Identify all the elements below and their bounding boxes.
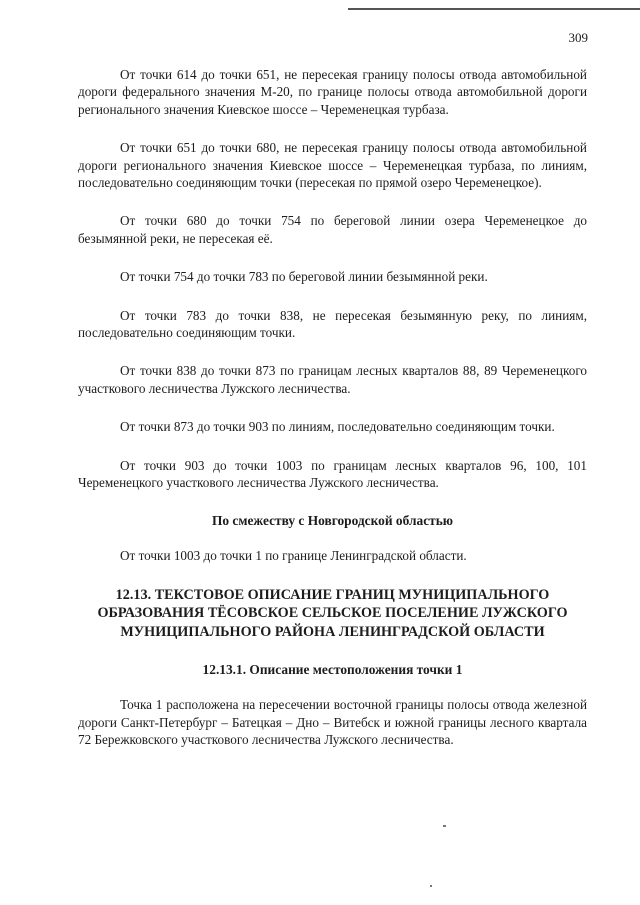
- scan-speck: [443, 825, 446, 827]
- paragraph-873-903: От точки 873 до точки 903 по линиям, последовательно соединяющим точки.: [120, 419, 555, 435]
- section-heading-line: МУНИЦИПАЛЬНОГО РАЙОНА ЛЕНИНГРАДСКОЙ ОБЛАСТИ: [120, 623, 545, 640]
- scan-top-rule: [348, 8, 640, 10]
- section-heading-12-13: [78, 586, 587, 642]
- paragraph-614-651: От точки 614 до точки 651, не пересекая границу полосы отвода автомобильной дороги федерального значения М-20, по границе полосы отвода автомобильной дороги регионального значения Киевское шоссе – Череменецкая турбаза.: [78, 67, 587, 117]
- paragraph-651-680: От точки 651 до точки 680, не пересекая границу полосы отвода автомобильной дороги регионального значения Киевское шоссе – Череменецкая турбаза, по линиям, последовательно соединяющим точки (пересекая по прямой озеро Череменецкое).: [78, 140, 587, 191]
- document-body: [78, 66, 587, 749]
- paragraph-838-873: От точки 838 до точки 873 по границам лесных кварталов 88, 89 Череменецкого участкового лесничества Лужского лесничества.: [78, 363, 587, 396]
- paragraph-783-838: От точки 783 до точки 838, не пересекая безымянную реку, по линиям, последовательно соединяющим точки.: [78, 307, 587, 341]
- paragraph-680-754: От точки 680 до точки 754 по береговой линии озера Череменецкое до безымянной реки, не пересекая её.: [78, 213, 587, 246]
- paragraph-1003-1: От точки 1003 до точки 1 по границе Ленинградской области.: [120, 547, 467, 563]
- novgorod-border-heading: По смежеству с Новгородской областью: [211, 512, 454, 528]
- paragraph-point-1: Точка 1 расположена на пересечении восточной границы полосы отвода железной дороги Санкт-Петербург – Батецкая – Дно – Витебск и южной границы лесного квартала 72 Бережковского участкового лесничества Лужского лесничества.: [78, 697, 587, 748]
- page-number: 309: [568, 30, 588, 45]
- paragraph-903-1003: От точки 903 до точки 1003 по границам лесных кварталов 96, 100, 101 Череменецкого участкового лесничества Лужского лесничества.: [78, 457, 587, 491]
- section-heading-line: ОБРАЗОВАНИЯ ТЁСОВСКОЕ СЕЛЬСКОЕ ПОСЕЛЕНИЕ ЛУЖСКОГО: [97, 605, 568, 622]
- subsection-heading-12-13-1: 12.13.1. Описание местоположения точки 1: [202, 662, 463, 678]
- section-heading-line: 12.13. ТЕКСТОВОЕ ОПИСАНИЕ ГРАНИЦ МУНИЦИПАЛЬНОГО: [115, 586, 550, 603]
- scan-speck: [430, 885, 432, 887]
- paragraph-754-783: От точки 754 до точки 783 по береговой линии безымянной реки.: [120, 269, 488, 285]
